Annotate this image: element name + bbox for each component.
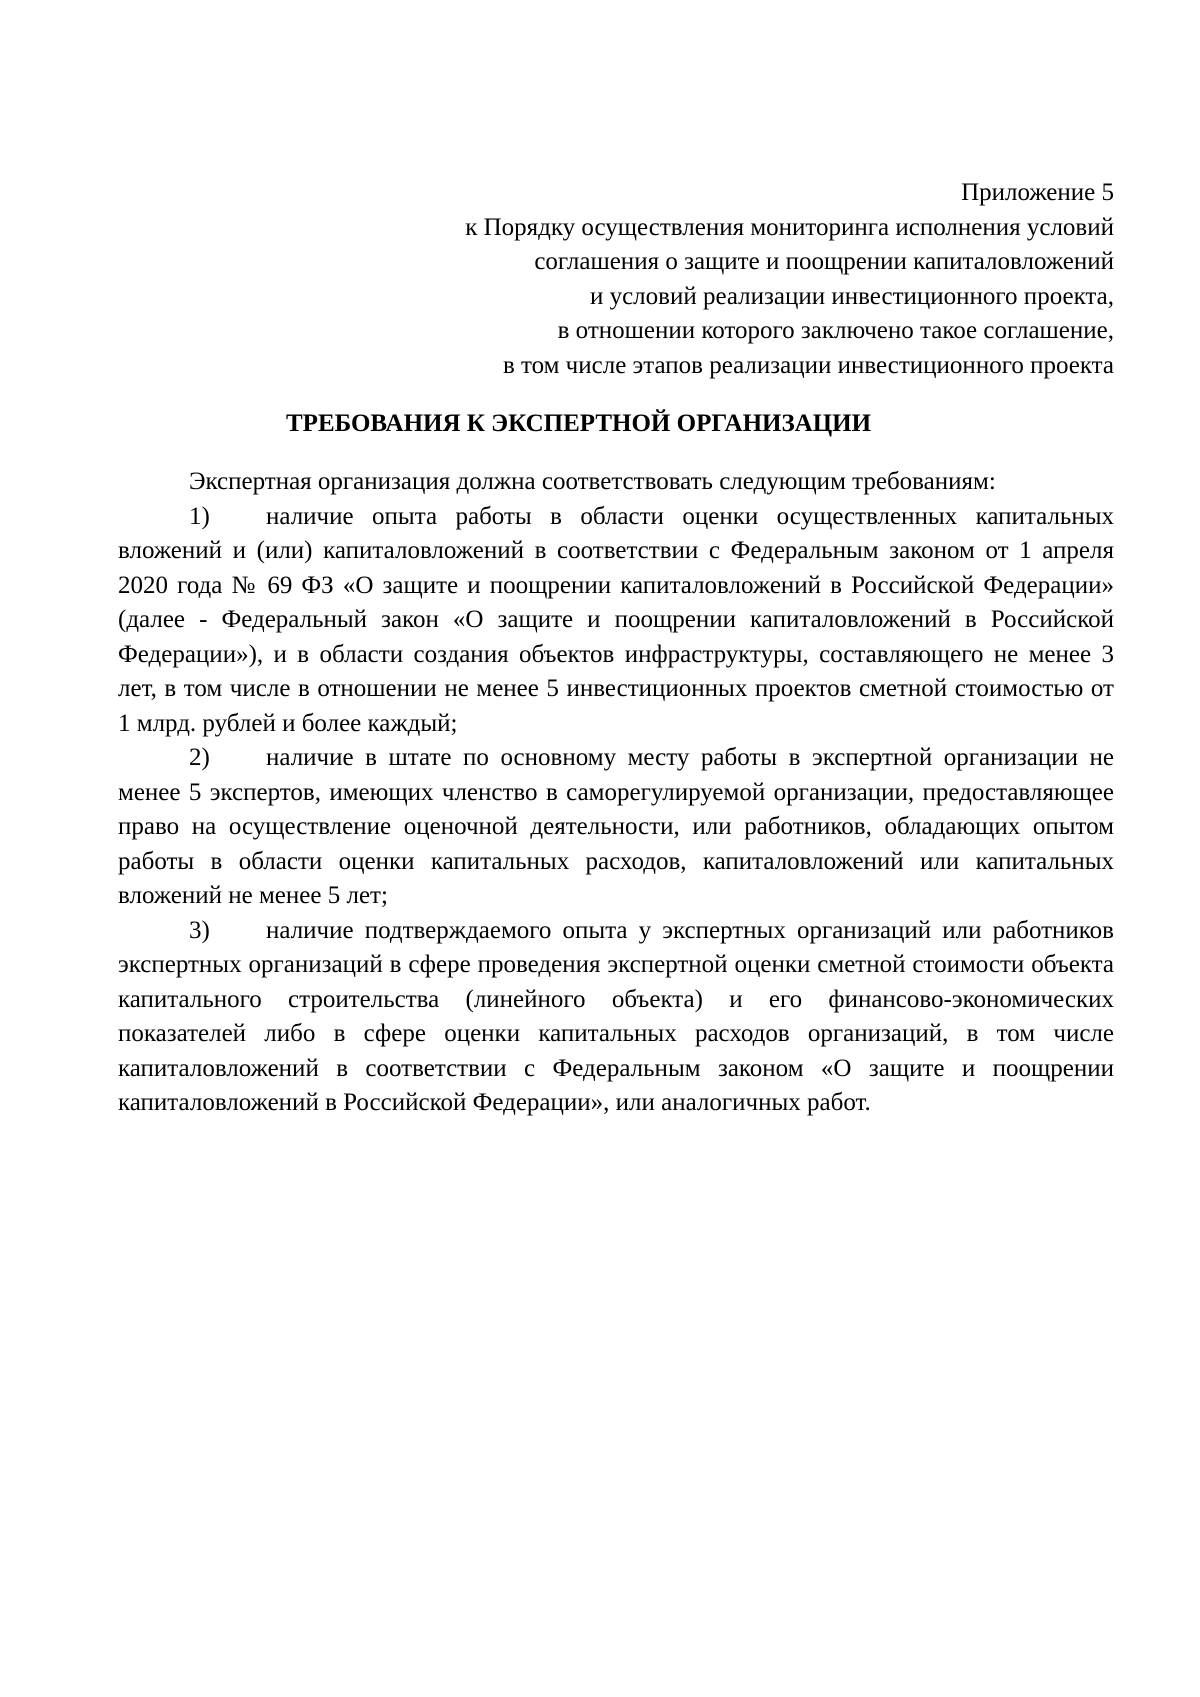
document-page xyxy=(118,176,1114,1121)
item-text: наличие опыта работы в области оценки осуществленных капитальных вложений и (или) капиталовложений в соответствии с Федеральным законом от 1 апреля 2020 года № 69 ФЗ «О защите и поощрении капиталовложений в Российской Федерации» (далее - Федеральный закон «О защите и поощрении капиталовложений в Российской Федерации»), и в области создания объектов инфраструктуры, составляющего не менее 3 лет, в том числе в отношении не менее 5 инвестиционных проектов сметной стоимостью от 1 млрд. рублей и более каждый; xyxy=(118,502,1114,737)
requirement-item-2 xyxy=(118,741,1114,914)
appendix-line: и условий реализации инвестиционного проекта, xyxy=(589,282,1114,310)
item-text: наличие подтверждаемого опыта у экспертных организаций или работников экспертных организаций в сфере проведения экспертной оценки сметной стоимости объекта капитального строительства (линейного объекта) и его финансово-экономических показателей либо в сфере оценки капитальных расходов организаций, в том числе капиталовложений в соответствии с Федеральным законом «О защите и поощрении капиталовложений в Российской Федерации», или аналогичных работ. xyxy=(118,916,1114,1116)
intro-paragraph: Экспертная организация должна соответствовать следующим требованиям: xyxy=(189,468,996,495)
appendix-line: Приложение 5 xyxy=(961,179,1114,206)
appendix-line: соглашения о защите и поощрении капиталовложений xyxy=(534,248,1114,275)
appendix-header xyxy=(118,176,1114,383)
item-text: наличие в штате по основному месту работы в экспертной организации не менее 5 экспертов, имеющих членство в саморегулируемой организации, предоставляющее право на осуществление оценочной деятельности, или работников, обладающих опытом работы в области оценки капитальных расходов, капиталовложений или капитальных вложений не менее 5 лет; xyxy=(118,744,1114,909)
appendix-line: в том числе этапов реализации инвестиционного проекта xyxy=(502,351,1114,379)
document-body xyxy=(118,465,1114,1121)
item-number: 2) xyxy=(189,744,210,771)
appendix-line: в отношении которого заключено такое соглашение, xyxy=(557,317,1114,344)
requirement-item-1 xyxy=(118,500,1114,742)
item-number: 3) xyxy=(189,916,210,944)
requirement-item-3 xyxy=(118,914,1114,1121)
appendix-line: к Порядку осуществления мониторинга исполнения условий xyxy=(465,213,1114,241)
item-number: 1) xyxy=(189,502,210,530)
document-title: ТРЕБОВАНИЯ К ЭКСПЕРТНОЙ ОРГАНИЗАЦИИ xyxy=(286,410,872,437)
